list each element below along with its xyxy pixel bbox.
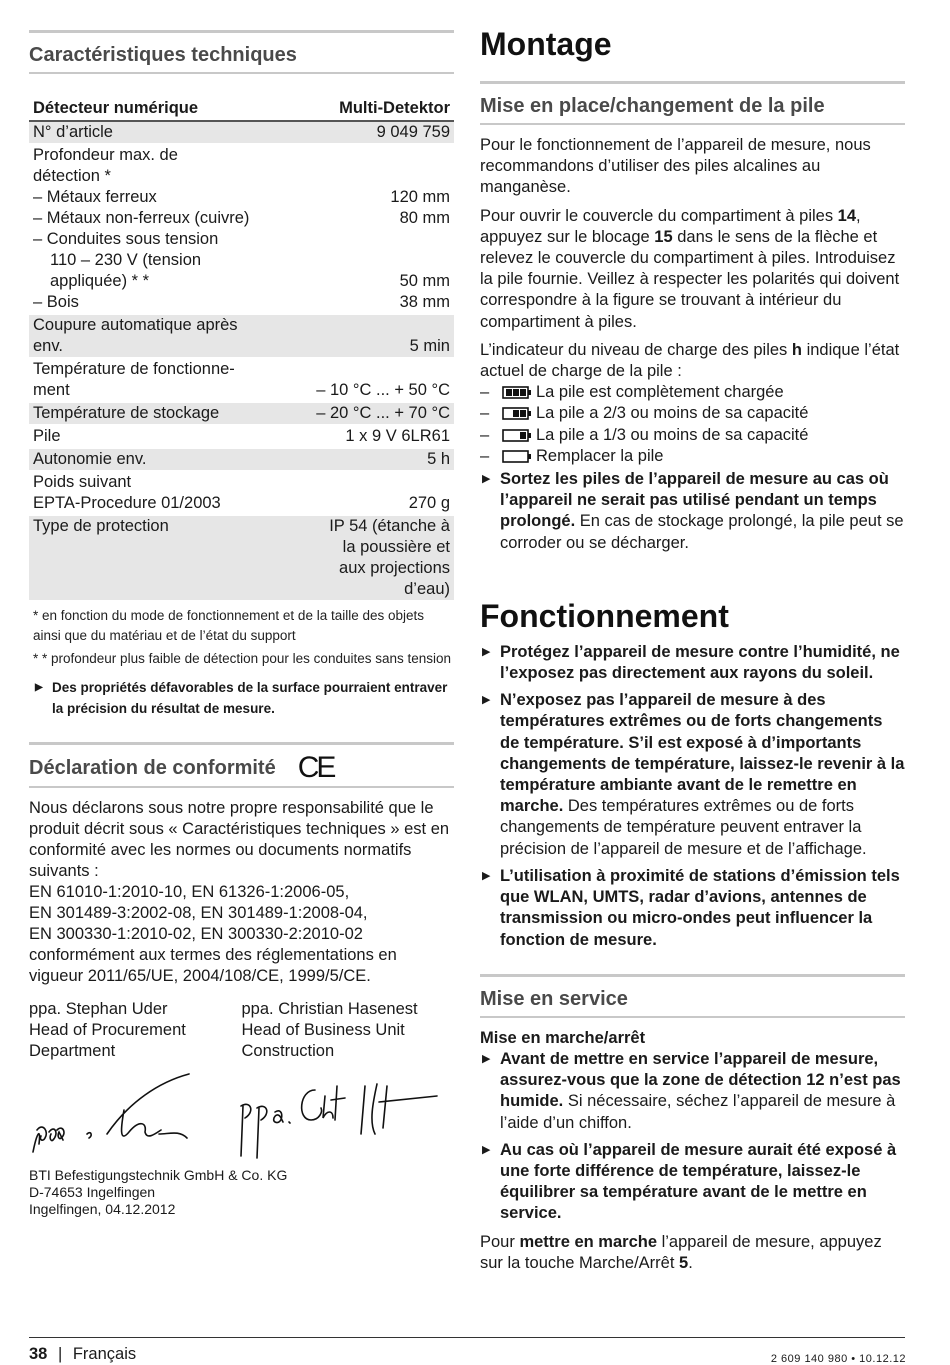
signer-dept: Department bbox=[29, 1042, 116, 1060]
battery-empty-icon bbox=[502, 449, 532, 464]
footer-page bbox=[29, 1344, 136, 1365]
footer-rule bbox=[29, 1337, 905, 1338]
cell-value: – 10 °C ... + 50 °C bbox=[289, 358, 454, 402]
table-header-label: Détecteur numérique bbox=[29, 97, 289, 121]
footnote-1: * en fonction du mode de fonctionnement et de la taille des objets ainsi que du matériau et de l’état du support bbox=[33, 608, 425, 643]
emission-warning: ▶ L’utilisation à proximité de stations d’émission tels que WLAN, UMTS, radar d’avions, antennes de transmission ou micro-ondes peut influencer la fonction de mesure. bbox=[480, 866, 905, 951]
signer-hasenest bbox=[242, 999, 455, 1062]
cell-text: appliquée) * * bbox=[50, 272, 150, 290]
cell-text: 110 – 230 V (tension bbox=[50, 251, 202, 269]
service-step-1: ▶ Avant de mettre en service l’appareil de mesure, assurez-vous que la zone de détection 12 n’est pas humide. Si nécessaire, séchez l’appareil de mesure à l’aide d’un chiffon. bbox=[480, 1049, 905, 1134]
cell-text: Coupure automatique après bbox=[33, 316, 238, 334]
table-row bbox=[29, 402, 454, 425]
table-row bbox=[29, 448, 454, 471]
cell-label bbox=[29, 314, 289, 358]
cell-text: 120 mm bbox=[390, 188, 450, 206]
cell-text: 50 mm bbox=[399, 272, 450, 290]
table-header-value: Multi-Detektor bbox=[289, 97, 454, 121]
signer-dept: Construction bbox=[241, 1042, 335, 1060]
footer-language: Français bbox=[72, 1345, 137, 1363]
footnote-2: * * profondeur plus faible de détection pour les conduites sans tension bbox=[33, 651, 452, 666]
battery-two-thirds-icon bbox=[502, 406, 532, 421]
cell-text: Poids suivant bbox=[33, 473, 132, 491]
cell-value: 270 g bbox=[289, 471, 454, 515]
right-column bbox=[480, 24, 905, 1274]
table-row bbox=[29, 314, 454, 358]
cell-text: IP 54 (étanche à bbox=[329, 517, 450, 535]
conformity-text: Nous déclarons sous notre propre responsabilité que le produit décrit sous « Caractéristiques techniques » est en conformité avec les normes ou documents normatifs suivants : bbox=[29, 799, 450, 880]
cell-value: 1 x 9 V 6LR61 bbox=[289, 425, 454, 448]
signer-title: Head of Procurement bbox=[29, 1021, 186, 1039]
signatures bbox=[29, 1072, 454, 1157]
battery-para-2: Pour ouvrir le couvercle du compartiment à piles 14, appuyez sur le blocage 15 dans le sens de la flèche et relevez le couvercle du compartiment à piles. Introduisez la pile fournie. Veillez à respecter les polarités qui doivent correspondre à la figure se trouvant à intérieur du compartiment à piles. bbox=[480, 206, 900, 331]
conformity-heading bbox=[29, 742, 454, 788]
standards-regulations: conformément aux termes des réglementations en vigueur 2011/65/UE, 2004/108/CE, 1999/5/CE. bbox=[29, 946, 397, 985]
battery-para-3: L’indicateur du niveau de charge des piles h indique l’état actuel de charge de la pile : bbox=[480, 340, 900, 381]
footer-separator: | bbox=[57, 1345, 63, 1363]
table-row bbox=[29, 358, 454, 402]
signer-name: ppa. Stephan Uder bbox=[29, 1000, 168, 1018]
cell-label: Type de protection bbox=[29, 515, 289, 600]
cell-text: détection * bbox=[33, 167, 111, 185]
tech-heading: Caractéristiques techniques bbox=[29, 30, 454, 74]
power-on-para: Pour mettre en marche l’appareil de mesure, appuyez sur la touche Marche/Arrêt 5. bbox=[480, 1232, 882, 1272]
onoff-heading: Mise en marche/arrêt bbox=[480, 1028, 646, 1047]
cell-value: – 20 °C ... + 70 °C bbox=[289, 402, 454, 425]
table-row bbox=[29, 425, 454, 448]
company-name: BTI Befestigungstechnik GmbH & Co. KG bbox=[29, 1167, 288, 1183]
battery-heading: Mise en place/changement de la pile bbox=[480, 81, 905, 125]
fonctionnement-title: Fonctionnement bbox=[480, 597, 729, 634]
cell-text: env. bbox=[33, 337, 63, 355]
table-row bbox=[29, 515, 454, 600]
cell-text: Profondeur max. de bbox=[33, 146, 178, 164]
cell-label bbox=[29, 358, 289, 402]
standards-line: EN 61010-1:2010-10, EN 61326-1:2006-05, bbox=[29, 883, 350, 901]
company-date: Ingelfingen, 04.12.2012 bbox=[29, 1201, 176, 1217]
company-address: D-74653 Ingelfingen bbox=[29, 1184, 156, 1200]
left-column bbox=[29, 30, 454, 1218]
battery-level-one-third: – La pile a 1/3 ou moins de sa capacité bbox=[480, 425, 809, 444]
standards-line: EN 300330-1:2010-02, EN 300330-2:2010-02 bbox=[29, 925, 363, 943]
table-row bbox=[29, 144, 454, 314]
cell-value: 5 min bbox=[289, 314, 454, 358]
signer-name: ppa. Christian Hasenest bbox=[241, 1000, 418, 1018]
table-row bbox=[29, 121, 454, 144]
battery-level-two-thirds: – La pile a 2/3 ou moins de sa capacité bbox=[480, 404, 809, 423]
spec-table bbox=[29, 96, 454, 600]
battery-one-third-icon bbox=[502, 428, 532, 443]
cell-label: Température de stockage bbox=[29, 402, 289, 425]
service-step-2: ▶ Au cas où l’appareil de mesure aurait été exposé à une forte différence de température, laissez-le équilibrer sa température avant de le mettre en service. bbox=[480, 1140, 905, 1225]
cell-value: 9 049 759 bbox=[289, 121, 454, 144]
cell-label: Pile bbox=[29, 425, 289, 448]
cell-text: – Métaux non-ferreux (cuivre) bbox=[33, 209, 250, 227]
signer-title: Head of Business Unit bbox=[241, 1021, 405, 1039]
cell-text: – Bois bbox=[33, 293, 79, 311]
cell-label: N° d’article bbox=[29, 121, 289, 144]
signer-uder bbox=[29, 999, 242, 1062]
page-number: 38 bbox=[29, 1345, 48, 1363]
battery-para-1: Pour le fonctionnement de l’appareil de mesure, nous recommandons d’utiliser des piles alcalines au manganèse. bbox=[480, 136, 871, 197]
conformity-heading-text: Déclaration de conformité bbox=[29, 757, 276, 779]
standards-line: EN 301489-3:2002-08, EN 301489-1:2008-04, bbox=[29, 904, 368, 922]
battery-level-empty: – Remplacer la pile bbox=[480, 446, 664, 465]
cell-text: – Métaux ferreux bbox=[33, 188, 157, 206]
battery-full-icon bbox=[502, 385, 532, 400]
cell-value bbox=[289, 144, 454, 314]
cell-text: – Conduites sous tension bbox=[33, 230, 219, 248]
cell-text: ment bbox=[33, 381, 70, 399]
ce-mark-icon: CE bbox=[297, 751, 334, 784]
cell-text: Température de fonctionne- bbox=[33, 360, 235, 378]
service-heading: Mise en service bbox=[480, 974, 905, 1018]
cell-text: la poussière et bbox=[342, 538, 450, 556]
signature-hasenest-image bbox=[237, 1076, 457, 1161]
cell-label bbox=[29, 144, 289, 314]
table-row bbox=[29, 471, 454, 515]
battery-level-full: – La pile est complètement chargée bbox=[480, 383, 784, 402]
storage-warning: ▶ Sortez les piles de l’appareil de mesure au cas où l’appareil ne serait pas utilisé pendant un temps prolongé. En cas de stockage prolongé, la pile peut se corroder ou se décharger. bbox=[480, 469, 905, 554]
cell-text: 80 mm bbox=[399, 209, 450, 227]
cell-value bbox=[289, 515, 454, 600]
surface-warning: ▶ Des propriétés défavorables de la surface pourraient entraver la précision du résultat de mesure. bbox=[29, 677, 454, 719]
footer-code: 2 609 140 980 • 10.12.12 bbox=[770, 1353, 906, 1365]
cell-text: aux projections bbox=[339, 559, 450, 577]
cell-value: 5 h bbox=[289, 448, 454, 471]
montage-title: Montage bbox=[480, 26, 612, 62]
cell-label: Autonomie env. bbox=[29, 448, 289, 471]
cell-text: d’eau) bbox=[404, 580, 450, 598]
humidity-warning: ▶ Protégez l’appareil de mesure contre l’humidité, ne l’exposez pas directement aux rayons du soleil. bbox=[480, 642, 905, 684]
company-block bbox=[29, 1167, 454, 1218]
cell-text: EPTA-Procedure 01/2003 bbox=[33, 494, 221, 512]
signers bbox=[29, 999, 454, 1062]
table-row bbox=[29, 97, 454, 121]
cell-text: 38 mm bbox=[399, 293, 450, 311]
cell-label bbox=[29, 471, 289, 515]
temperature-warning: ▶ N’exposez pas l’appareil de mesure à des températures extrêmes ou de forts changements de température. S’il est exposé à d’importants changements de température, laissez-le revenir à la température ambiante avant de le remettre en marche. Des températures extrêmes ou de forts changements de température peuvent entraver la précision de l’appareil de mesure et de l’affichage. bbox=[480, 690, 905, 860]
